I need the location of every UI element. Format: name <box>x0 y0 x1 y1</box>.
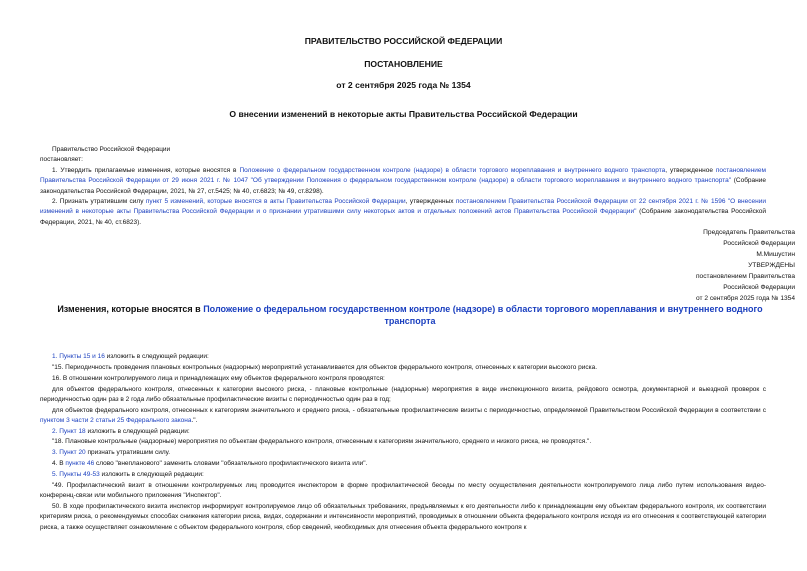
point-16-a: для объектов федерального контроля, отнесенных к категории высокого риска, - плановые контрольные (надзорные) мероприятия в виде инспекционного визита, рейдового осмотра, документарной и выездной проверок с периодичностью один раз в 2 года либо обязательные профилактические визиты с периодичностью один раз в год; <box>40 386 766 404</box>
paragraph-1-text-2: , утвержденное <box>665 167 716 174</box>
approved-date: от 2 сентября 2025 года № 1354 <box>695 295 795 302</box>
changes-title <box>40 303 780 327</box>
paragraph-1-text: 1. Утвердить прилагаемые изменения, которые вносятся в <box>52 167 240 174</box>
point-16-b-text: для объектов федерального контроля, отнесенных к категориям значительного и среднего риска, - обязательные профилактические визиты с периодичностью, определяемой Правительством Российской Федерации в соответствии с <box>52 407 766 414</box>
item-1 <box>52 352 209 362</box>
document-title: О внесении изменений в некоторые акты Правительства Российской Федерации <box>229 109 578 119</box>
link-item-46[interactable]: пункте 46 <box>65 460 95 467</box>
document-type: ПОСТАНОВЛЕНИЕ <box>364 59 443 69</box>
link-decree-1596[interactable]: постановлением Правительства Российской Федерации от 22 сентября 2021 г. № 1596 "О внесении изменений в некоторые акты Правительства Российской Федерации и о признании утратившими силу некоторых актов и отдельных положений актов Правительства Российской Федерации" <box>40 198 766 216</box>
paragraph-2 <box>40 197 766 228</box>
link-items-15-16[interactable]: 1. Пункты 15 и 16 <box>52 353 105 360</box>
approved-by: постановлением Правительства <box>695 273 795 280</box>
item-3-text: признать утратившим силу. <box>85 449 171 456</box>
item-5 <box>52 470 204 480</box>
point-16: 16. В отношении контролируемого лица и принадлежащих ему объектов федерального контроля проводятся: <box>52 375 385 382</box>
item-4 <box>52 459 367 469</box>
paragraph-2-text: 2. Признать утратившим силу <box>52 198 146 205</box>
link-regulation[interactable]: Положение о федеральном государственном контроле (надзоре) в области торгового мореплавания и внутреннего водного транспорта <box>239 167 666 174</box>
changes-title-link[interactable]: Положение о федеральном государственном контроле (надзоре) в области торгового мореплавания и внутреннего водного транспорта <box>203 304 763 326</box>
item-3 <box>52 448 170 458</box>
point-15: "15. Периодичность проведения плановых контрольных (надзорных) мероприятий устанавливается для объектов федерального контроля, отнесенных к категории высокого риска. <box>52 364 598 371</box>
signature-position: Председатель Правительства <box>703 229 795 236</box>
link-decree-1047[interactable]: постановлением Правительства Российской Федерации от 29 июня 2021 г. № 1047 "Об утверждении Положения о федеральном государственном контроле (надзоре) в области торгового мореплавания и внутреннего водного транспорта" <box>40 167 766 185</box>
link-item-20[interactable]: 3. Пункт 20 <box>52 449 86 456</box>
approved-label: УТВЕРЖДЕНЫ <box>748 262 795 269</box>
preamble-line-1: Правительство Российской Федерации <box>52 146 171 153</box>
preamble-line-2: постановляет: <box>40 156 83 163</box>
paragraph-2-text-2: , утвержденных <box>405 198 456 205</box>
item-2 <box>52 427 190 437</box>
paragraph-1 <box>40 166 766 197</box>
point-16-b-end: .". <box>191 417 198 425</box>
government-heading: ПРАВИТЕЛЬСТВО РОССИЙСКОЙ ФЕДЕРАЦИИ <box>304 36 503 46</box>
link-item-18[interactable]: 2. Пункт 18 <box>52 428 86 435</box>
link-items-49-53[interactable]: 5. Пункты 49-53 <box>52 471 100 478</box>
link-item-5[interactable]: пункт 5 изменений, которые вносятся в акты Правительства Российской Федерации <box>145 198 406 205</box>
point-50: 50. В ходе профилактического визита инспектор информирует контролируемое лицо об обязательных требованиях, предъявляемых к его деятельности либо к принадлежащим ему объектам федерального контроля, их соответствии критериям риска, о рекомендуемых способах снижения категории риска, видах, содержании и интенсивности мероприятий, проводимых в отношении объекта федерального контроля исходя из его отнесения к соответствующей категории риска, а также осуществляет ознакомление с объектом федерального контроля, сбор сведений, необходимых для отнесения объекта федерального контроля к <box>40 503 766 531</box>
item-4-prefix: 4. В <box>52 460 66 467</box>
approved-country: Российской Федерации <box>723 284 795 291</box>
item-2-text: изложить в следующей редакции: <box>85 428 190 435</box>
paragraph-1-source: (Собрание законодательства Российской Федерации, 2021, № 27, ст.5425; № 40, ст.6823; № 49, ст.8298). <box>40 177 766 195</box>
item-1-text: изложить в следующей редакции: <box>104 353 209 360</box>
point-18: "18. Плановые контрольные (надзорные) мероприятия по объектам федерального контроля, отнесенным к категориям значительного, среднего и низкого риска, не проводятся.". <box>52 438 592 445</box>
link-federal-law[interactable]: пунктом 3 части 2 статьи 25 Федерального закона <box>40 417 192 425</box>
signature-name: М.Мишустин <box>756 251 795 258</box>
item-5-text: изложить в следующей редакции: <box>99 471 204 478</box>
signature-country: Российской Федерации <box>723 240 795 247</box>
document-date: от 2 сентября 2025 года № 1354 <box>336 80 471 90</box>
item-4-text: слово "внепланового" заменить словами "обязательного профилактического визита или". <box>94 460 368 467</box>
changes-title-text: Изменения, которые вносятся в <box>57 304 204 314</box>
point-49: "49. Профилактический визит в отношении контролируемых лиц проводится инспектором в форме профилактической беседы по месту осуществления деятельности контролируемого лица либо путем использования видео-конференц-связи или мобильного приложения "Инспектор". <box>40 482 766 500</box>
paragraph-2-source: (Собрание законодательства Российской Федерации, 2021, № 40, ст.6823). <box>40 208 766 226</box>
point-16-b <box>40 406 766 427</box>
